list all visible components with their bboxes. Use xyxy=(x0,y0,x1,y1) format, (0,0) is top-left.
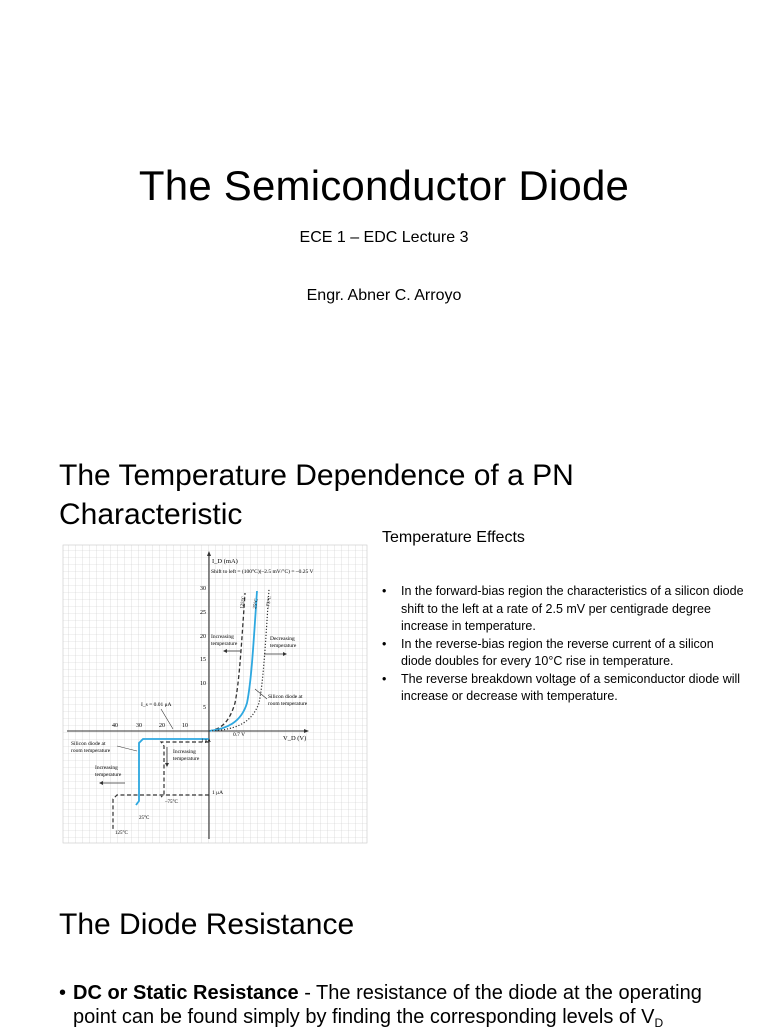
svg-text:Increasing: Increasing xyxy=(173,749,196,755)
bullet-subscript: D xyxy=(654,1016,664,1030)
curve-label: –75°C xyxy=(266,595,274,610)
y-tick-label: 15 xyxy=(200,657,206,663)
bullet-text: - The resistance of the diode at the operating point can be found simply by finding the corresponding levels of V xyxy=(73,982,702,1028)
x-tick-label: 40 xyxy=(112,723,118,729)
bullet-term: DC or Static Resistance xyxy=(73,982,299,1004)
diode-characteristic-graph xyxy=(61,543,369,845)
svg-text:Increasing: Increasing xyxy=(211,634,234,640)
y-tick-label: 20 xyxy=(200,634,206,640)
slide-subtitle: ECE 1 – EDC Lecture 3 xyxy=(299,229,469,246)
list-item: • The reverse breakdown voltage of a semiconductor diode will increase or decrease with temperature. xyxy=(382,671,746,706)
section-title-resistance: The Diode Resistance xyxy=(59,908,355,941)
is-label: I_s = 0.01 μA xyxy=(141,702,172,708)
temperature-effects-heading: Temperature Effects xyxy=(382,529,525,546)
annotation-increasing-temp-fwd xyxy=(211,634,238,647)
temperature-effects-list xyxy=(382,583,746,706)
svg-text:Decreasing: Decreasing xyxy=(270,636,295,642)
y-tick-label: 25 xyxy=(200,610,206,616)
slide-author: Engr. Abner C. Arroyo xyxy=(306,287,462,304)
svg-text:temperature: temperature xyxy=(173,756,200,762)
x-axis-label: V_D (V) xyxy=(283,735,307,742)
svg-text:Silicon diode at: Silicon diode at xyxy=(268,694,303,700)
svg-text:temperature: temperature xyxy=(270,643,297,649)
svg-text:Increasing: Increasing xyxy=(95,765,118,771)
y-tick-label: 30 xyxy=(200,586,206,592)
annotation-increasing-temp-rev-mid xyxy=(173,749,200,762)
y-axis-label: I_D (mA) xyxy=(212,558,238,565)
list-item: • In the forward-bias region the characteristics of a silicon diode shift to the left at a rate of 2.5 mV per centigrade degree increase in temperature. xyxy=(382,583,746,636)
section-title-temperature: The Temperature Dependence of a PN Characteristic xyxy=(59,459,574,531)
curve-label: 125°C xyxy=(115,831,128,836)
curve-label: 25°C xyxy=(139,816,150,821)
svg-text:room temperature: room temperature xyxy=(71,748,111,754)
svg-text:Silicon diode at: Silicon diode at xyxy=(71,741,106,747)
y-tick-label: 10 xyxy=(200,681,206,687)
svg-text:temperature: temperature xyxy=(211,641,238,647)
svg-text:room temperature: room temperature xyxy=(268,701,308,707)
annotation-increasing-temp-rev-left xyxy=(95,765,122,778)
annotation-decreasing-temp-fwd xyxy=(270,636,297,649)
y-tick-label: 5 xyxy=(203,705,206,711)
graph-grid xyxy=(63,545,367,843)
small-current-label: 1 pA xyxy=(201,739,211,744)
annotation-silicon-room-fwd xyxy=(268,694,308,707)
annotation-silicon-room-rev xyxy=(71,741,111,754)
x-tick-label: 10 xyxy=(182,723,188,729)
diode-temperature-figure xyxy=(61,543,369,845)
x-tick-label: 30 xyxy=(136,723,142,729)
slide-title: The Semiconductor Diode xyxy=(138,162,630,209)
curve-label: 25°C xyxy=(253,598,260,610)
one-ua-label: 1 μA xyxy=(212,790,224,796)
list-item: • In the reverse-bias region the reverse current of a silicon diode doubles for every 10°C rise in temperature. xyxy=(382,636,746,671)
curve-label: 125°C xyxy=(240,595,248,610)
curve-label: –75°C xyxy=(165,800,178,805)
x-tick-label: 20 xyxy=(159,723,165,729)
vk-label: 0.7 V xyxy=(233,732,246,738)
shift-note: Shift to left = (100°C)(–2.5 mV/°C) = –0.25 V xyxy=(211,569,314,575)
svg-text:temperature: temperature xyxy=(95,772,122,778)
